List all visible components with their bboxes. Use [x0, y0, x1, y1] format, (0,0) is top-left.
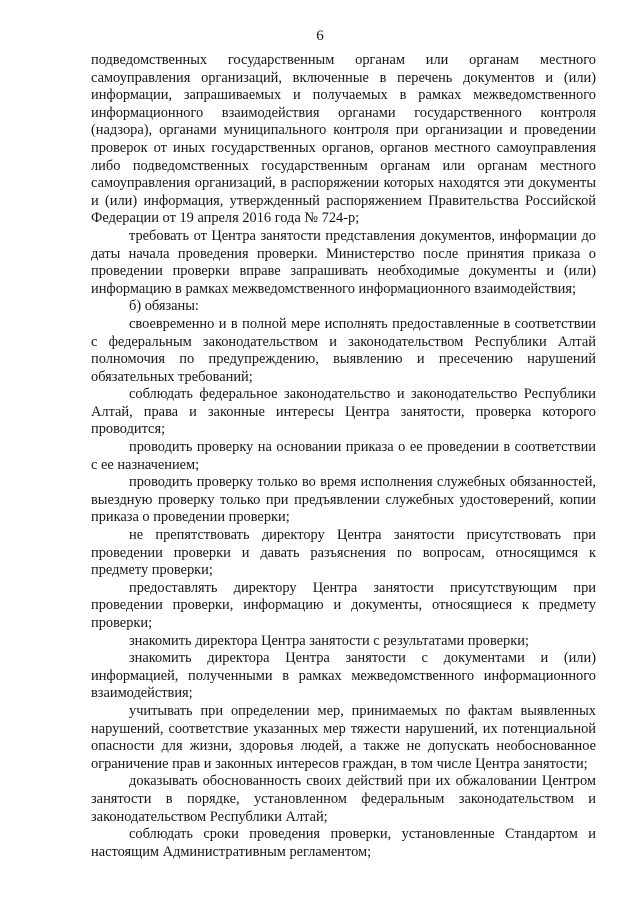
paragraph-obligations-heading: б) обязаны:: [129, 298, 199, 315]
paragraph-request-documents: требовать от Центра занятости представления документов, информации до даты начала проведения проверки. Министерство после принятия приказа о проведении проверки вправе запрашивать необходимые документы и (или) информацию в рамках межведомственного информационного взаимодействия;: [91, 227, 596, 297]
paragraph-duty-justify-actions: доказывать обоснованность своих действий при их обжаловании Центром занятости в порядке, установленном федеральным законодательством и законодательством Республики Алтай;: [91, 773, 596, 825]
paragraph-duty-allow-presence: не препятствовать директору Центра занятости присутствовать при проведении проверки и давать разъяснения по вопросам, относящимся к предмету проверки;: [91, 527, 596, 579]
page-number: 6: [316, 28, 324, 44]
document-body: [91, 52, 596, 861]
paragraph-duty-proportional-measures: учитывать при определении мер, принимаемых по фактам выявленных нарушений, соответствие указанных мер тяжести нарушений, их потенциальной опасности для жизни, здоровья людей, а также не допускать необоснованное ограничение прав и законных интересов граждан, в том числе Центра занятости;: [91, 702, 596, 772]
paragraph-duty-service-time: проводить проверку только во время исполнения служебных обязанностей, выездную проверку только при предъявлении служебных удостоверений, копии приказа о проведении проверки;: [91, 474, 596, 526]
paragraph-continuation: подведомственных государственным органам или органам местного самоуправления организаций, включенные в перечень документов и (или) информации, запрашиваемых и получаемых в рамках межведомственного информационного взаимодействия органами государственного контроля (надзора), органами муниципального контроля при организации и проведении проверок от иных государственных органов, органов местного самоуправления либо подведомственных государственным органам или органам местного самоуправления организаций, в распоряжении которых находятся эти документы и (или) информация, утвержденный распоряжением Правительства Российской Федерации от 19 апреля 2016 года № 724-р;: [91, 52, 596, 227]
paragraph-duty-order-basis: проводить проверку на основании приказа о ее проведении в соответствии с ее назначением;: [91, 439, 596, 473]
paragraph-duty-provide-info: предоставлять директору Центра занятости присутствующим при проведении проверки, информацию и документы, относящиеся к предмету проверки;: [91, 579, 596, 631]
paragraph-duty-observe-deadlines: соблюдать сроки проведения проверки, установленные Стандартом и настоящим Административным регламентом;: [91, 826, 596, 860]
paragraph-duty-timely-execution: своевременно и в полной мере исполнять предоставленные в соответствии с федеральным законодательством и законодательством Республики Алтай полномочия по предупреждению, выявлению и пресечению нарушений обязательных требований;: [91, 315, 596, 385]
paragraph-duty-share-documents: знакомить директора Центра занятости с документами и (или) информацией, полученными в рамках межведомственного информационного взаимодействия;: [91, 650, 596, 702]
paragraph-duty-inform-results: знакомить директора Центра занятости с результатами проверки;: [129, 632, 529, 649]
paragraph-duty-observe-law: соблюдать федеральное законодательство и законодательство Республики Алтай, права и законные интересы Центра занятости, проверка которого проводится;: [91, 386, 596, 438]
